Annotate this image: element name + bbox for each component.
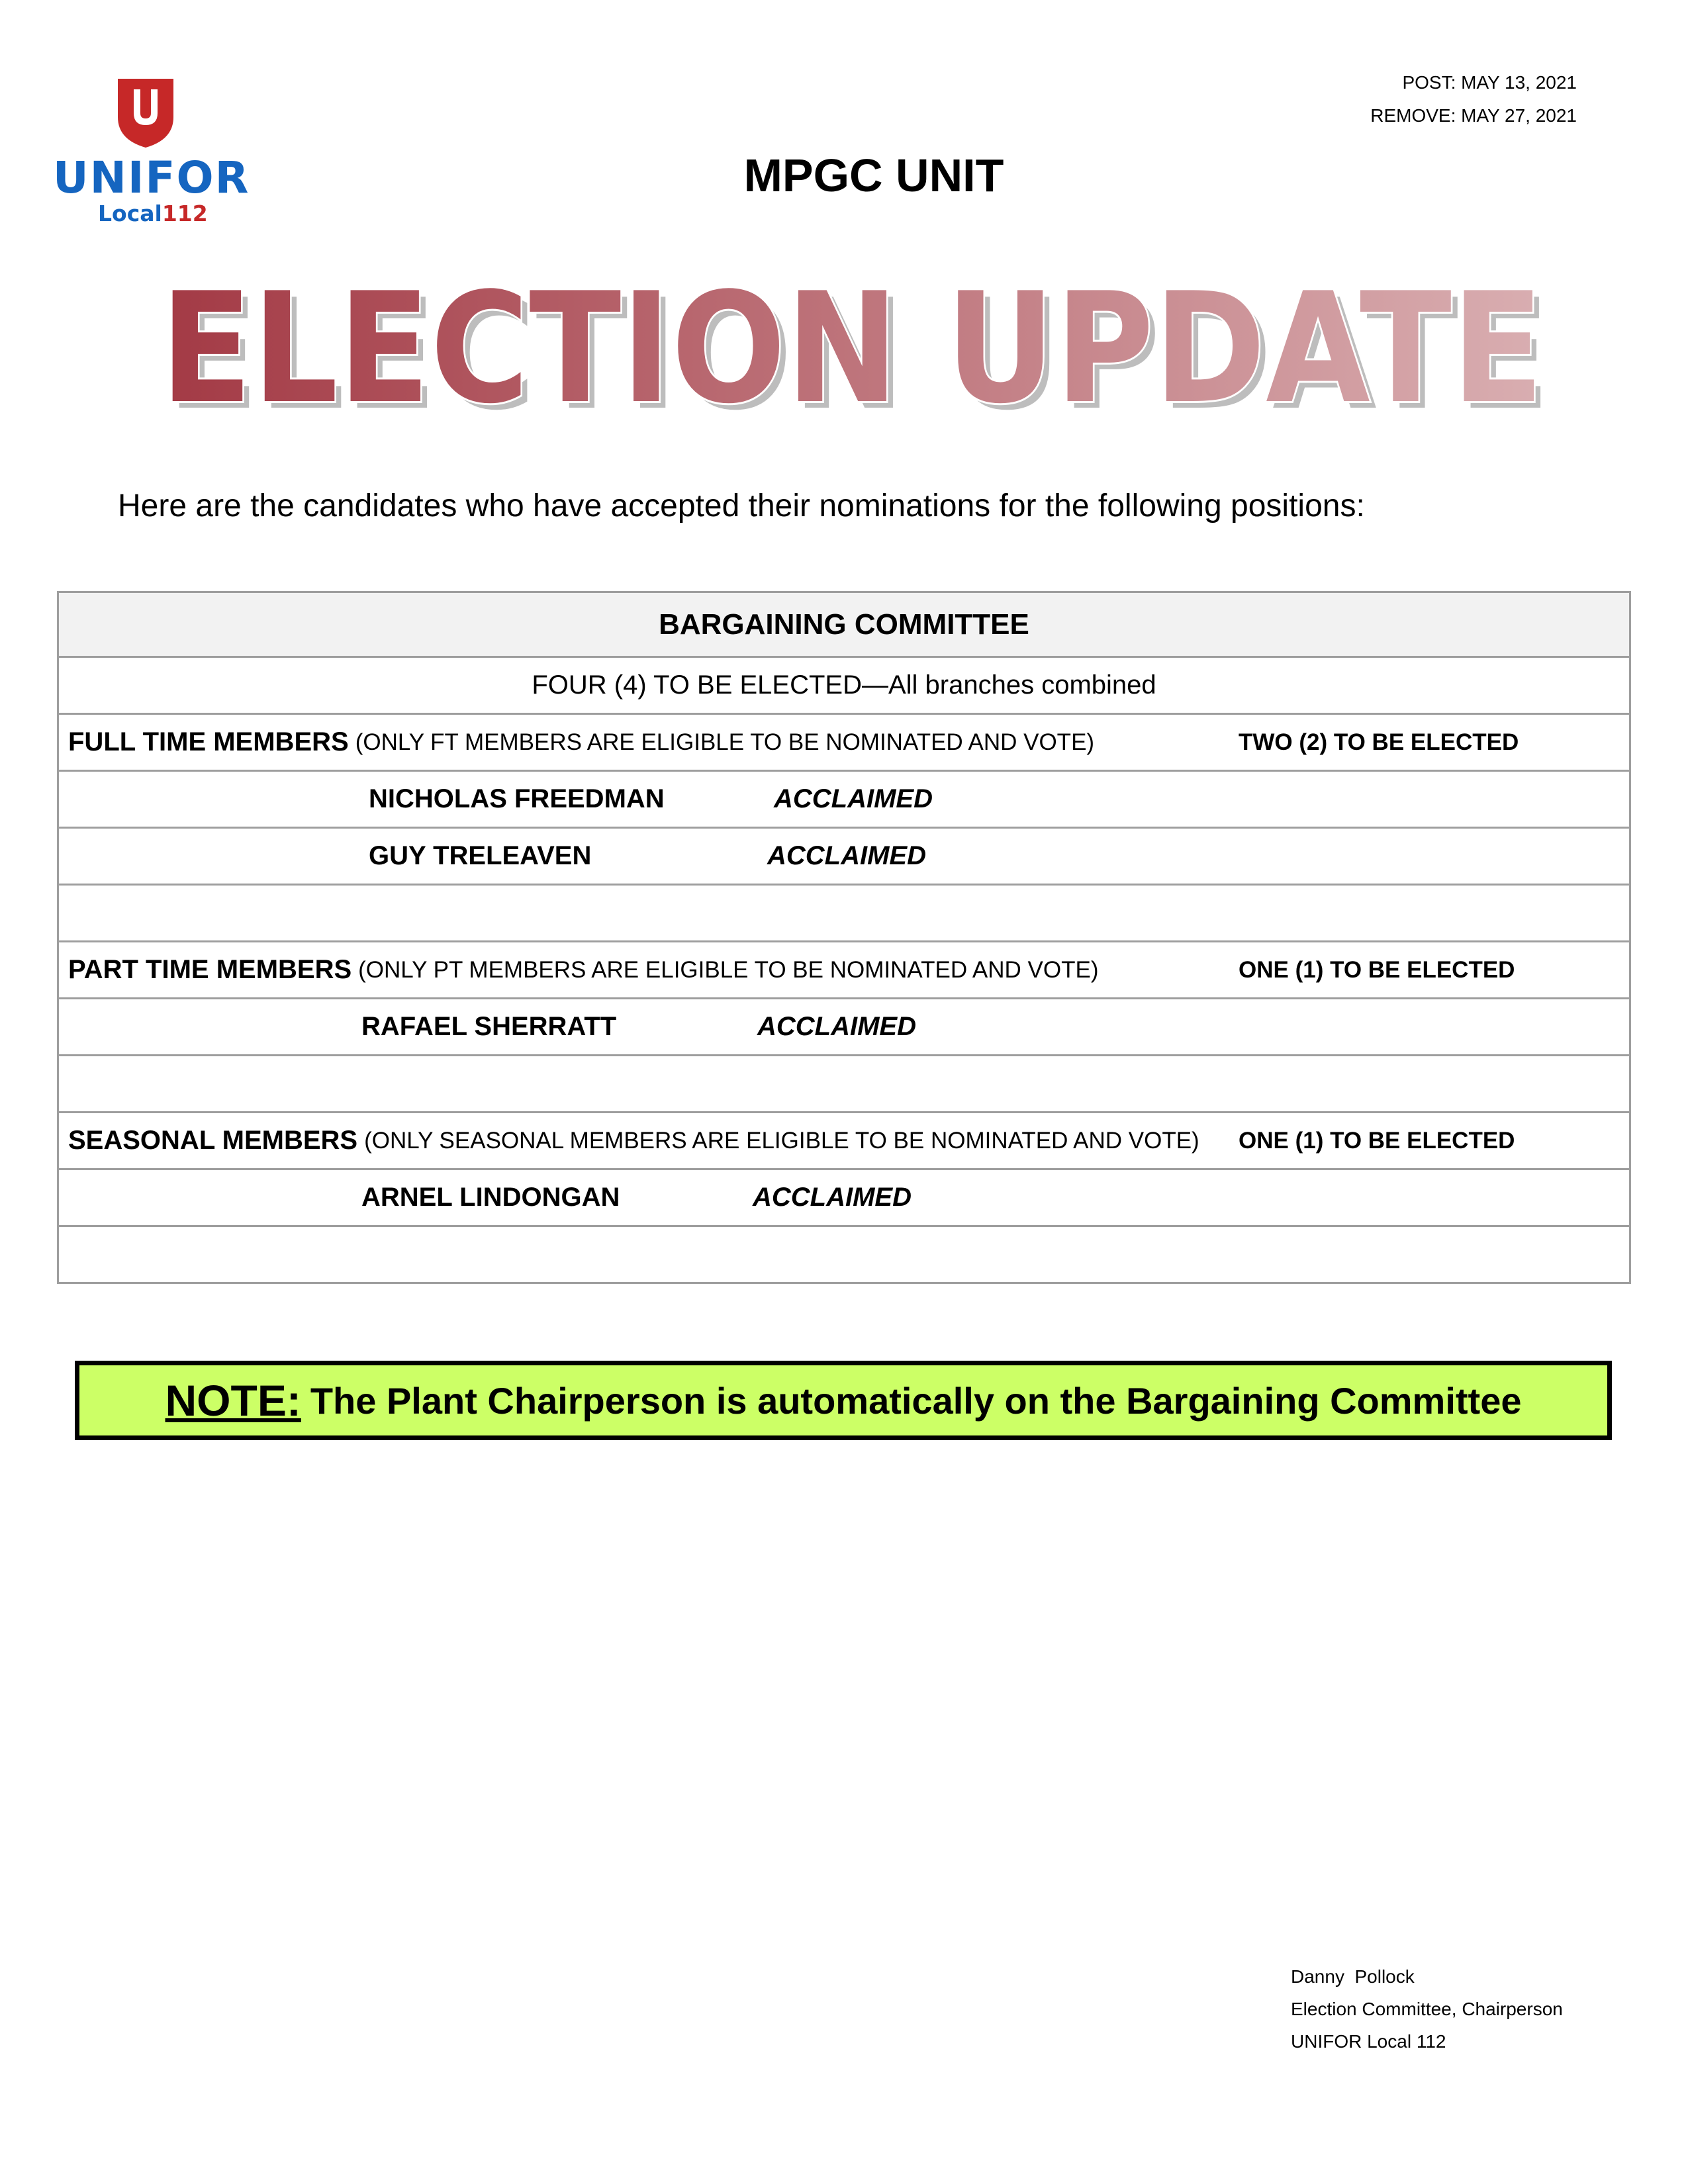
candidate-row [59, 1168, 1629, 1225]
category-name: PART TIME MEMBERS [68, 955, 352, 984]
empty-row [59, 1225, 1629, 1282]
signature-title: Election Committee, Chairperson [1291, 1999, 1563, 2019]
candidate-name: ARNEL LINDONGAN [361, 1183, 620, 1212]
category-name: FULL TIME MEMBERS [68, 727, 349, 756]
post-date: POST: MAY 13, 2021 [1402, 72, 1577, 93]
table-subtitle-row [59, 656, 1629, 713]
note-label: NOTE: [165, 1376, 301, 1425]
category-count: ONE (1) TO BE ELECTED [1239, 956, 1515, 983]
note-text: The Plant Chairperson is automatically on the Bargaining Committee [310, 1379, 1522, 1422]
category-eligibility: (ONLY PT MEMBERS ARE ELIGIBLE TO BE NOMINATED AND VOTE) [358, 956, 1099, 983]
candidate-name: GUY TRELEAVEN [369, 841, 592, 870]
intro-text: Here are the candidates who have accepted their nominations for the following positions: [118, 488, 1365, 523]
table-title: BARGAINING COMMITTEE [659, 608, 1029, 641]
bargaining-committee-table [57, 591, 1631, 1284]
logo-local-number: 112 [162, 201, 208, 226]
category-eligibility: (ONLY FT MEMBERS ARE ELIGIBLE TO BE NOMINATED AND VOTE) [355, 729, 1095, 755]
category-row-seasonal [59, 1111, 1629, 1168]
remove-date: REMOVE: MAY 27, 2021 [1370, 105, 1577, 126]
logo-brand-text: UNIFOR [53, 152, 250, 203]
banner-text: ELECTION UPDATE [160, 265, 1544, 437]
signature-name: Danny Pollock [1291, 1966, 1415, 1987]
candidate-status: ACCLAIMED [767, 841, 926, 870]
signature-org: UNIFOR Local 112 [1291, 2031, 1446, 2052]
candidate-name: NICHOLAS FREEDMAN [369, 784, 665, 813]
candidate-row [59, 997, 1629, 1054]
election-update-banner [149, 265, 1559, 437]
posting-dates [1370, 66, 1577, 132]
category-count: ONE (1) TO BE ELECTED [1239, 1127, 1515, 1154]
banner-shadow: ELECTION UPDATE [167, 267, 1550, 437]
signature-block [1291, 1960, 1563, 2058]
unifor-shield-icon [114, 76, 177, 149]
candidate-status: ACCLAIMED [753, 1183, 912, 1212]
note-box [75, 1361, 1612, 1440]
logo-local-text [98, 201, 208, 226]
candidate-status: ACCLAIMED [757, 1012, 916, 1041]
category-count: TWO (2) TO BE ELECTED [1239, 729, 1519, 755]
category-name: SEASONAL MEMBERS [68, 1126, 358, 1155]
unit-title: MPGC UNIT [743, 150, 1004, 201]
table-title-row [59, 593, 1629, 656]
category-row-part-time [59, 940, 1629, 997]
candidate-name: RAFAEL SHERRATT [361, 1012, 617, 1041]
logo-local-prefix: Local [98, 201, 162, 226]
category-eligibility: (ONLY SEASONAL MEMBERS ARE ELIGIBLE TO BE NOMINATED AND VOTE) [364, 1127, 1199, 1154]
empty-row [59, 1054, 1629, 1111]
empty-row [59, 884, 1629, 940]
table-subtitle: FOUR (4) TO BE ELECTED—All branches combined [532, 670, 1156, 700]
candidate-row [59, 770, 1629, 827]
candidate-row [59, 827, 1629, 884]
category-row-full-time [59, 713, 1629, 770]
candidate-status: ACCLAIMED [774, 784, 933, 813]
